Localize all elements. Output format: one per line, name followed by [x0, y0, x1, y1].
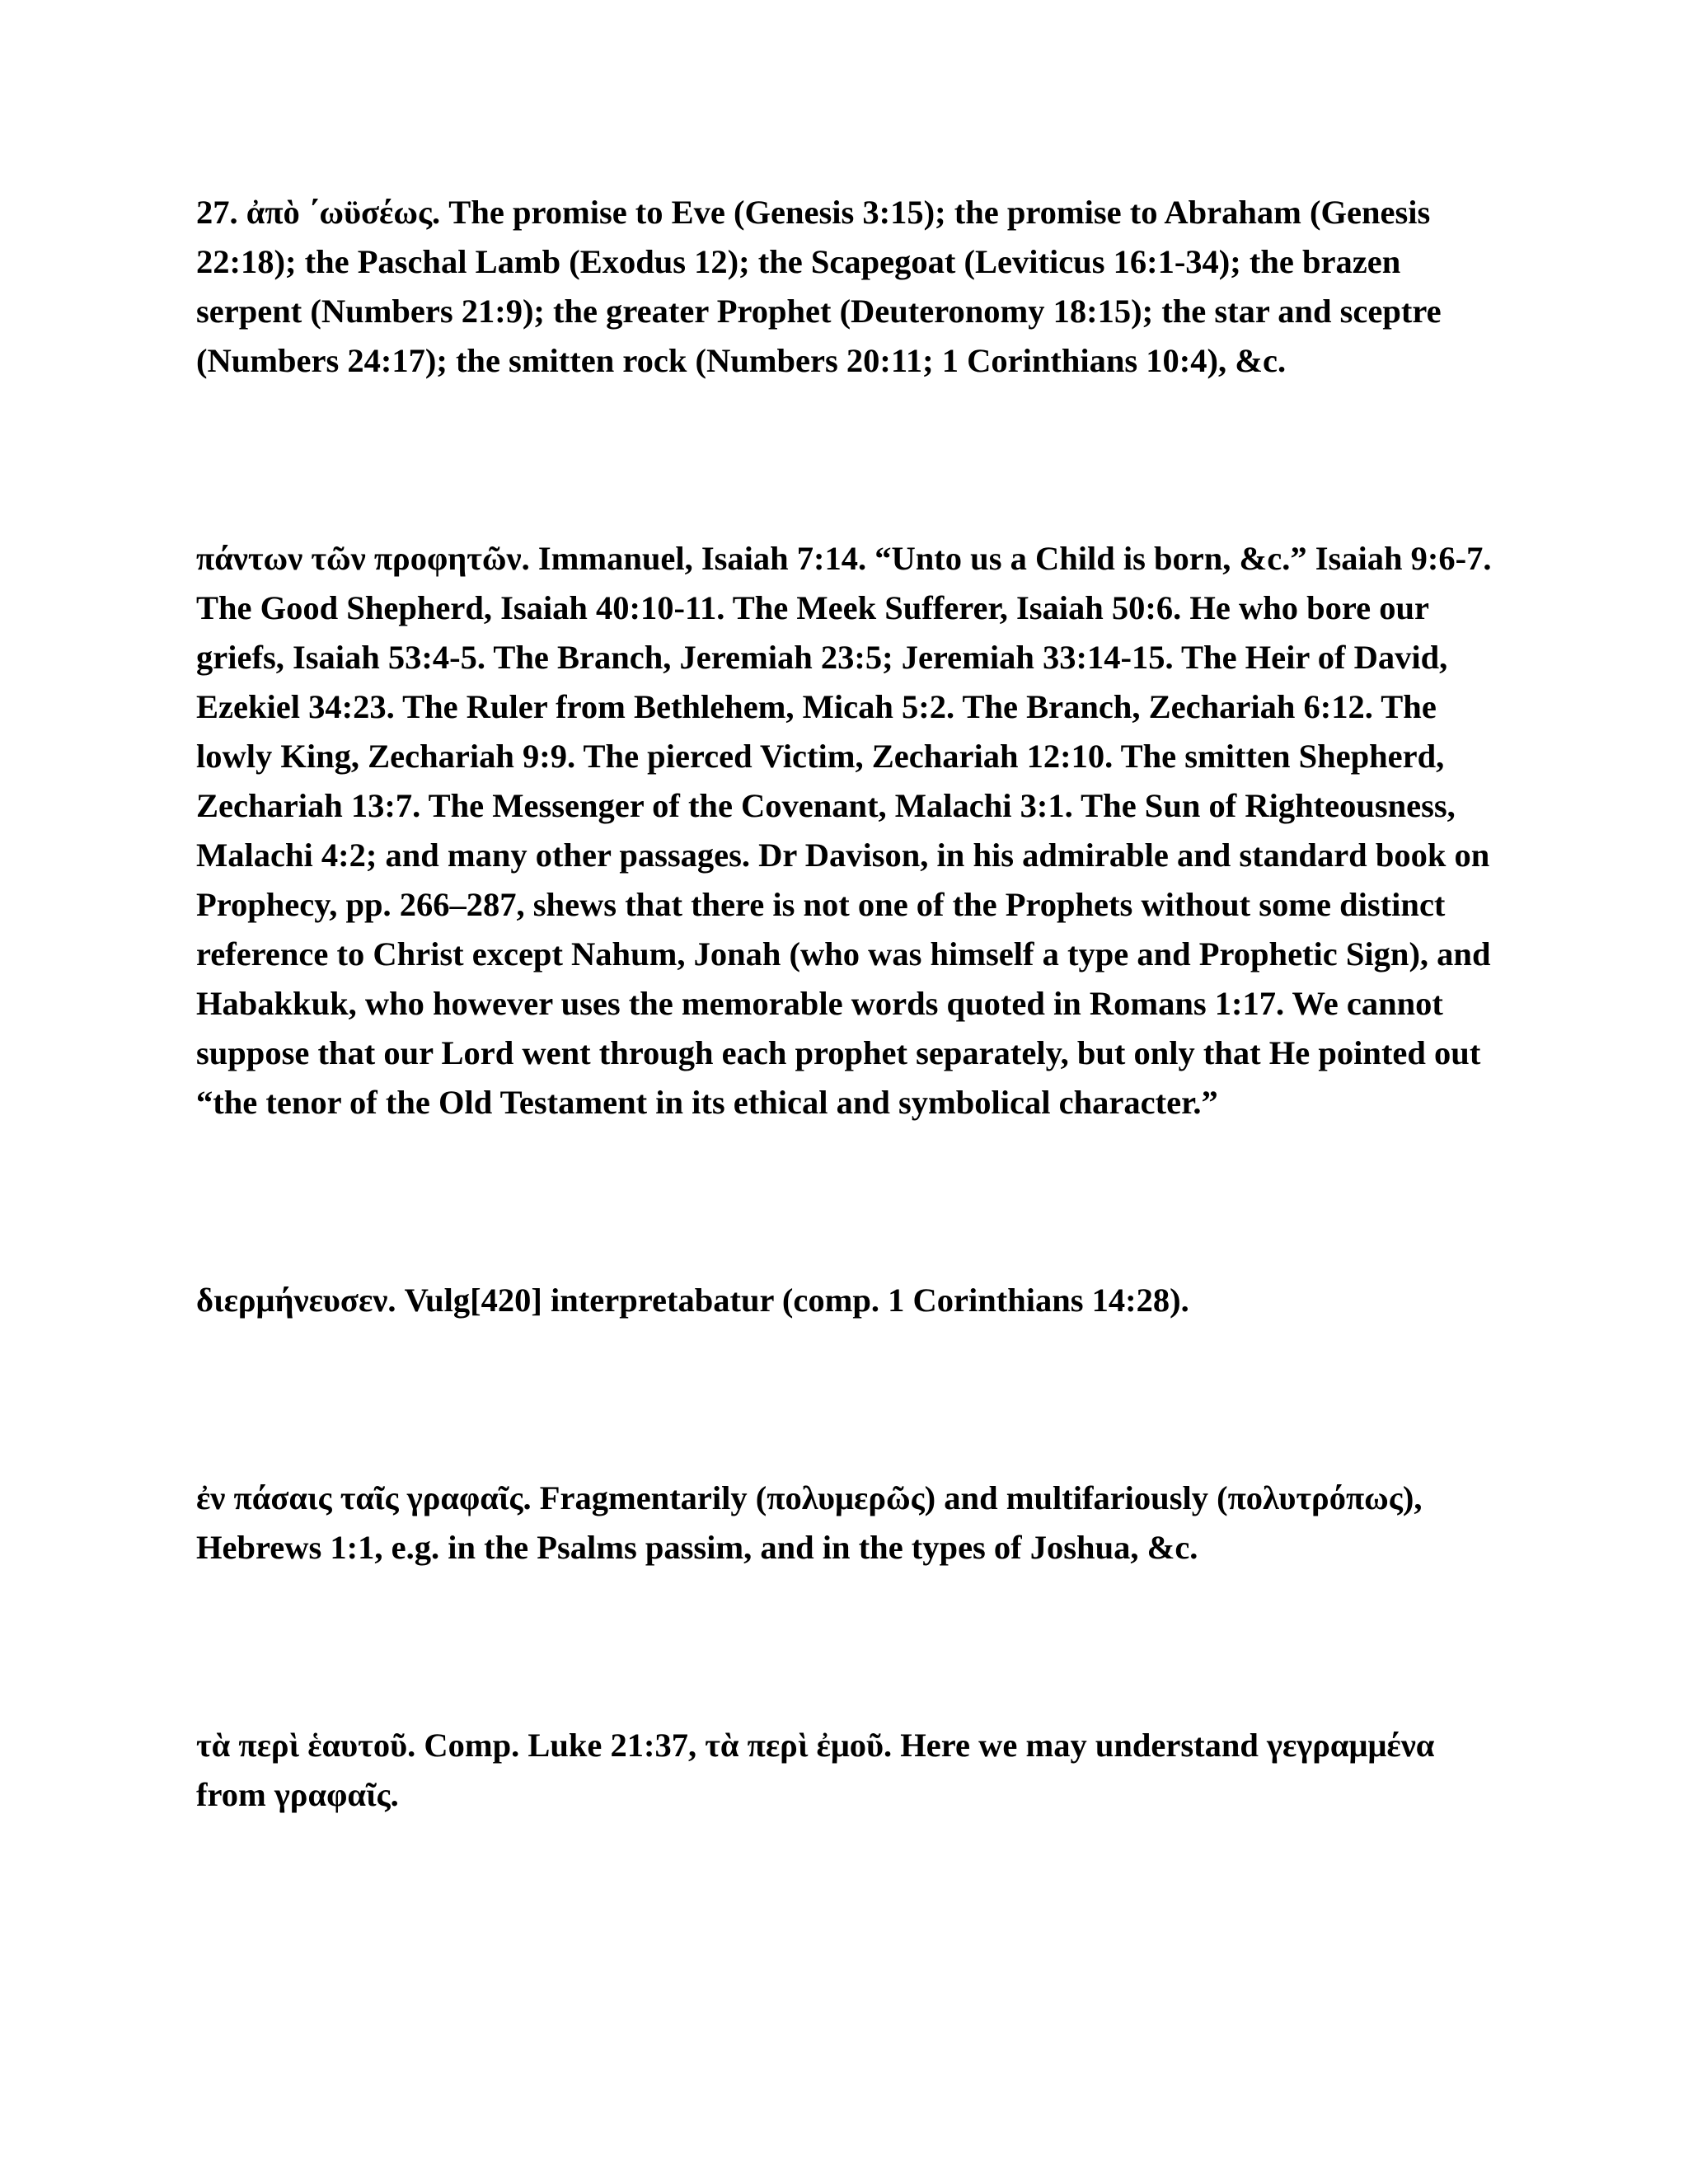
paragraph-prophets: πάντων τῶν προφητῶν. Immanuel, Isaiah 7:14. “Unto us a Child is born, &c.” Isaiah 9:6-7. The Good Shepherd, Isaiah 40:10-11. The Meek Sufferer, Isaiah 50:6. He who bore our griefs, Isaiah 53:4-5. The Branch, Jeremiah 23:5; Jeremiah 33:14-15. The Heir of David, Ezekiel 34:23. The Ruler from Bethlehem, Micah 5:2. The Branch, Zechariah 6:12. The lowly King, Zechariah 9:9. The pierced Victim, Zechariah 12:10. The smitten Shepherd, Zechariah 13:7. The Messenger of the Covenant, Malachi 3:1. The Sun of Righteousness, Malachi 4:2; and many other passages. Dr Davison, in his admirable and standard book on Prophecy, pp. 266–287, shews that there is not one of the Prophets without some distinct reference to Christ except Nahum, Jonah (who was himself a type and Prophetic Sign), and Habakkuk, who however uses the memorable words quoted in Romans 1:17. We cannot suppose that our Lord went through each prophet separately, but only that He pointed out “the tenor of the Old Testament in its ethical and symbolical character.”: [196, 540, 1492, 1121]
paragraph-interpreted: διερμήνευσεν. Vulg[420] interpretabatur (comp. 1 Corinthians 14:28).: [196, 1282, 1189, 1319]
paragraph-concerning-himself: τὰ περὶ ἑαυτοῦ. Comp. Luke 21:37, τὰ περὶ ἐμοῦ. Here we may understand γεγραμμένα from γραφαῖς.: [196, 1727, 1435, 1813]
paragraph-moses-types: 27. ἀπὸ ΄ωϋσέως. The promise to Eve (Genesis 3:15); the promise to Abraham (Genesis 22:18); the Paschal Lamb (Exodus 12); the Scapegoat (Leviticus 16:1-34); the brazen serpent (Numbers 21:9); the greater Prophet (Deuteronomy 18:15); the star and sceptre (Numbers 24:17); the smitten rock (Numbers 20:11; 1 Corinthians 10:4), &c.: [196, 194, 1442, 379]
document-body: [196, 188, 1498, 1820]
paragraph-all-scriptures: ἐν πάσαις ταῖς γραφαῖς. Fragmentarily (πολυμερῶς) and multifariously (πολυτρόπως), Hebrews 1:1, e.g. in the Psalms passim, and in the types of Joshua, &c.: [196, 1479, 1423, 1566]
